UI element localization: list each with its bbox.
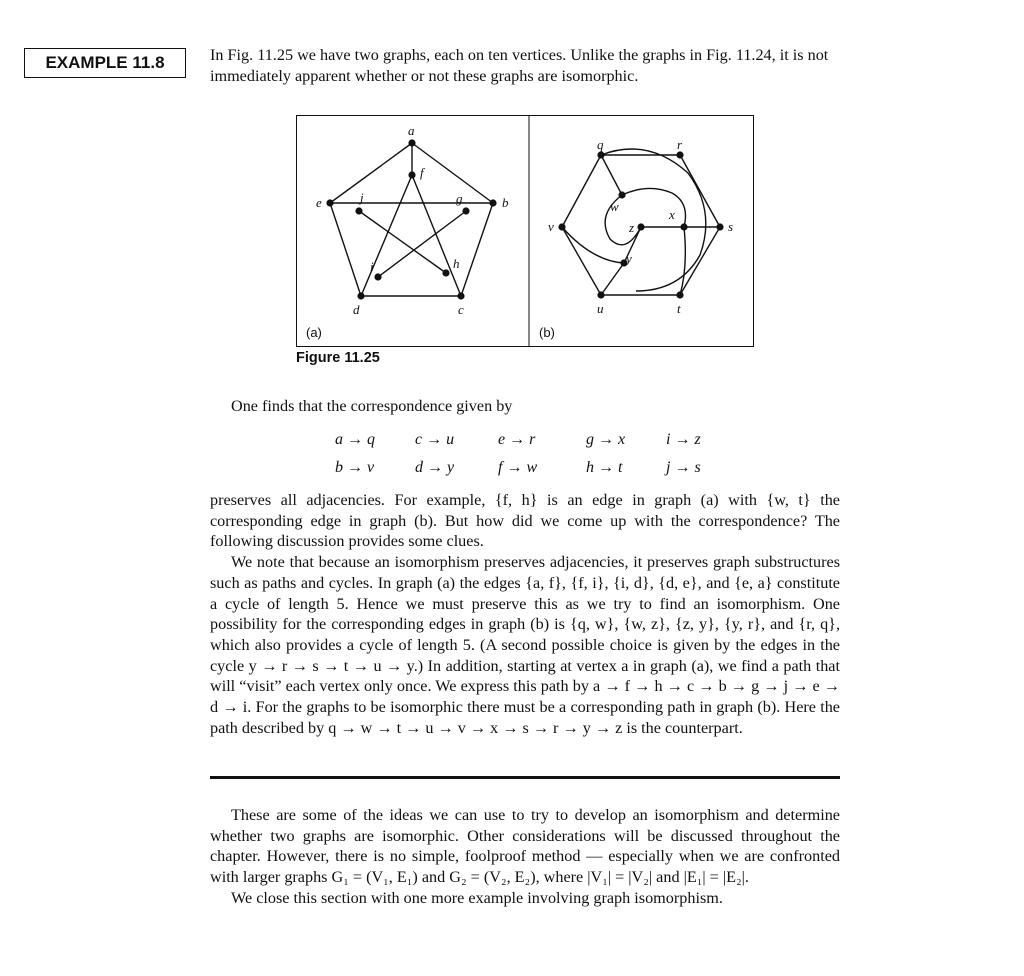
body-text <box>210 490 840 738</box>
label-x: x <box>669 207 675 222</box>
vertex-a <box>408 139 415 146</box>
label-z: z <box>629 220 635 235</box>
vertex-i <box>374 273 381 280</box>
edge-f-c <box>412 175 461 296</box>
label-f: f <box>420 165 424 180</box>
paragraph: We note that because an isomorphism preserves adjacencies, it preserves graph substructures such as paths and cycles. In graph (a) the edges {a, f}, {f, i}, {i, d}, {d, e}, and {e, a} constitute a cycle of length 5. Hence we must preserve this as we try to find an isomorphism. One possibility for the corresponding edges in graph (b) is {q, w}, {w, z}, {z, y}, {y, r}, and {r, q}, which also provides a cycle of length 5. (A second possible choice is given by the edges in the cycle y → r → s → t → u → y.) In addition, starting at vertex a in graph (a), we find a path that will “visit” each vertex only once. We express this path by a → f → h → c → b → g → j → e → d → i. For the graphs to be isomorphic there must be a corresponding path in graph (b). Here the path described by q → w → t → u → v → x → s → r → y → z is the counterpart. <box>210 553 840 737</box>
edge-u-v <box>562 227 601 295</box>
panel-label-a: (a) <box>306 325 322 340</box>
paragraph: We close this section with one more example involving graph isomorphism. <box>231 888 723 907</box>
label-g: g <box>456 191 463 206</box>
edge-y-v <box>562 227 624 263</box>
label-d: d <box>353 302 360 317</box>
vertex-w <box>618 191 625 198</box>
map-cell: i → z <box>666 431 701 448</box>
map-cell: c → u <box>415 431 455 448</box>
graph-b-vertices <box>558 151 723 298</box>
paragraph: These are some of the ideas we can use to try to develop an isomorphism and determine whether two graphs are isomorphic. Other considerations will be discussed throughout the chapter. However, there is no simple, foolproof method — especially when we are confronted with larger graphs G₁ = (V₁, E₁) and G₂ = (V₂, E₂), where |V₁| = |V₂| and |E₁| = |E₂|. <box>210 806 840 887</box>
map-cell: h → t <box>586 459 623 476</box>
vertex-f <box>408 171 415 178</box>
vertex-x <box>680 223 687 230</box>
edge-b-c <box>461 203 493 296</box>
example-label: EXAMPLE 11.8 <box>24 48 186 78</box>
closing-text <box>210 805 840 909</box>
lead-sentence: One finds that the correspondence given by <box>231 397 513 415</box>
vertex-z <box>637 223 644 230</box>
vertex-h <box>442 269 449 276</box>
edge-q-outer-arc <box>601 149 706 291</box>
graph-b <box>562 149 720 295</box>
edge-d-e <box>330 203 361 296</box>
vertex-b <box>489 199 496 206</box>
map-cell: f → w <box>498 459 538 476</box>
graph-a <box>330 143 493 296</box>
vertex-c <box>457 292 464 299</box>
edge-f-d <box>361 175 412 296</box>
label-s: s <box>728 219 734 234</box>
label-b: b <box>502 195 509 210</box>
label-u: u <box>597 301 604 316</box>
label-i: i <box>370 259 374 274</box>
edge-y-u <box>601 263 624 295</box>
vertex-d <box>357 292 364 299</box>
vertex-j <box>355 207 362 214</box>
figure-caption: Figure 11.25 <box>296 350 380 366</box>
map-cell: b → v <box>335 459 375 476</box>
intro-paragraph: In Fig. 11.25 we have two graphs, each on ten vertices. Unlike the graphs in Fig. 11.24, it is not immediately apparent whether or not these graphs are isomorphic. <box>210 46 829 85</box>
vertex-v <box>558 223 565 230</box>
map-cell: j → s <box>666 459 701 476</box>
label-e: e <box>316 195 322 210</box>
edge-x-t <box>680 227 685 295</box>
label-j: j <box>360 190 364 205</box>
paragraph: preserves all adjacencies. For example, {f, h} is an edge in graph (a) with {w, t} the corresponding edge in graph (b). But how did we come up with the correspondence? The following discussion provides some clues. <box>210 491 840 551</box>
section-divider <box>210 776 840 779</box>
vertex-s <box>716 223 723 230</box>
label-r: r <box>677 137 683 152</box>
map-cell: d → y <box>415 459 455 476</box>
vertex-q <box>597 151 604 158</box>
label-h: h <box>453 256 460 271</box>
figure-11-25 <box>296 115 754 347</box>
label-v: v <box>548 219 554 234</box>
edge-v-q <box>562 155 601 227</box>
label-q: q <box>597 137 604 152</box>
vertex-t <box>676 291 683 298</box>
vertex-u <box>597 291 604 298</box>
map-cell: a → q <box>335 431 375 448</box>
panel-label-b: (b) <box>539 325 555 340</box>
label-t: t <box>677 301 681 316</box>
vertex-e <box>326 199 333 206</box>
vertex-r <box>676 151 683 158</box>
edge-e-a <box>330 143 412 203</box>
label-w: w <box>610 199 619 214</box>
label-a: a <box>408 123 415 138</box>
map-cell: e → r <box>498 431 536 448</box>
vertex-g <box>462 207 469 214</box>
edge-q-w <box>601 155 622 195</box>
edge-s-t <box>680 227 720 295</box>
edge-a-b <box>412 143 493 203</box>
label-y: y <box>626 251 632 266</box>
map-cell: g → x <box>586 431 626 448</box>
graph-figure <box>296 115 754 347</box>
graph-a-labels <box>306 123 509 340</box>
label-c: c <box>458 302 464 317</box>
correspondence-table <box>310 428 730 486</box>
